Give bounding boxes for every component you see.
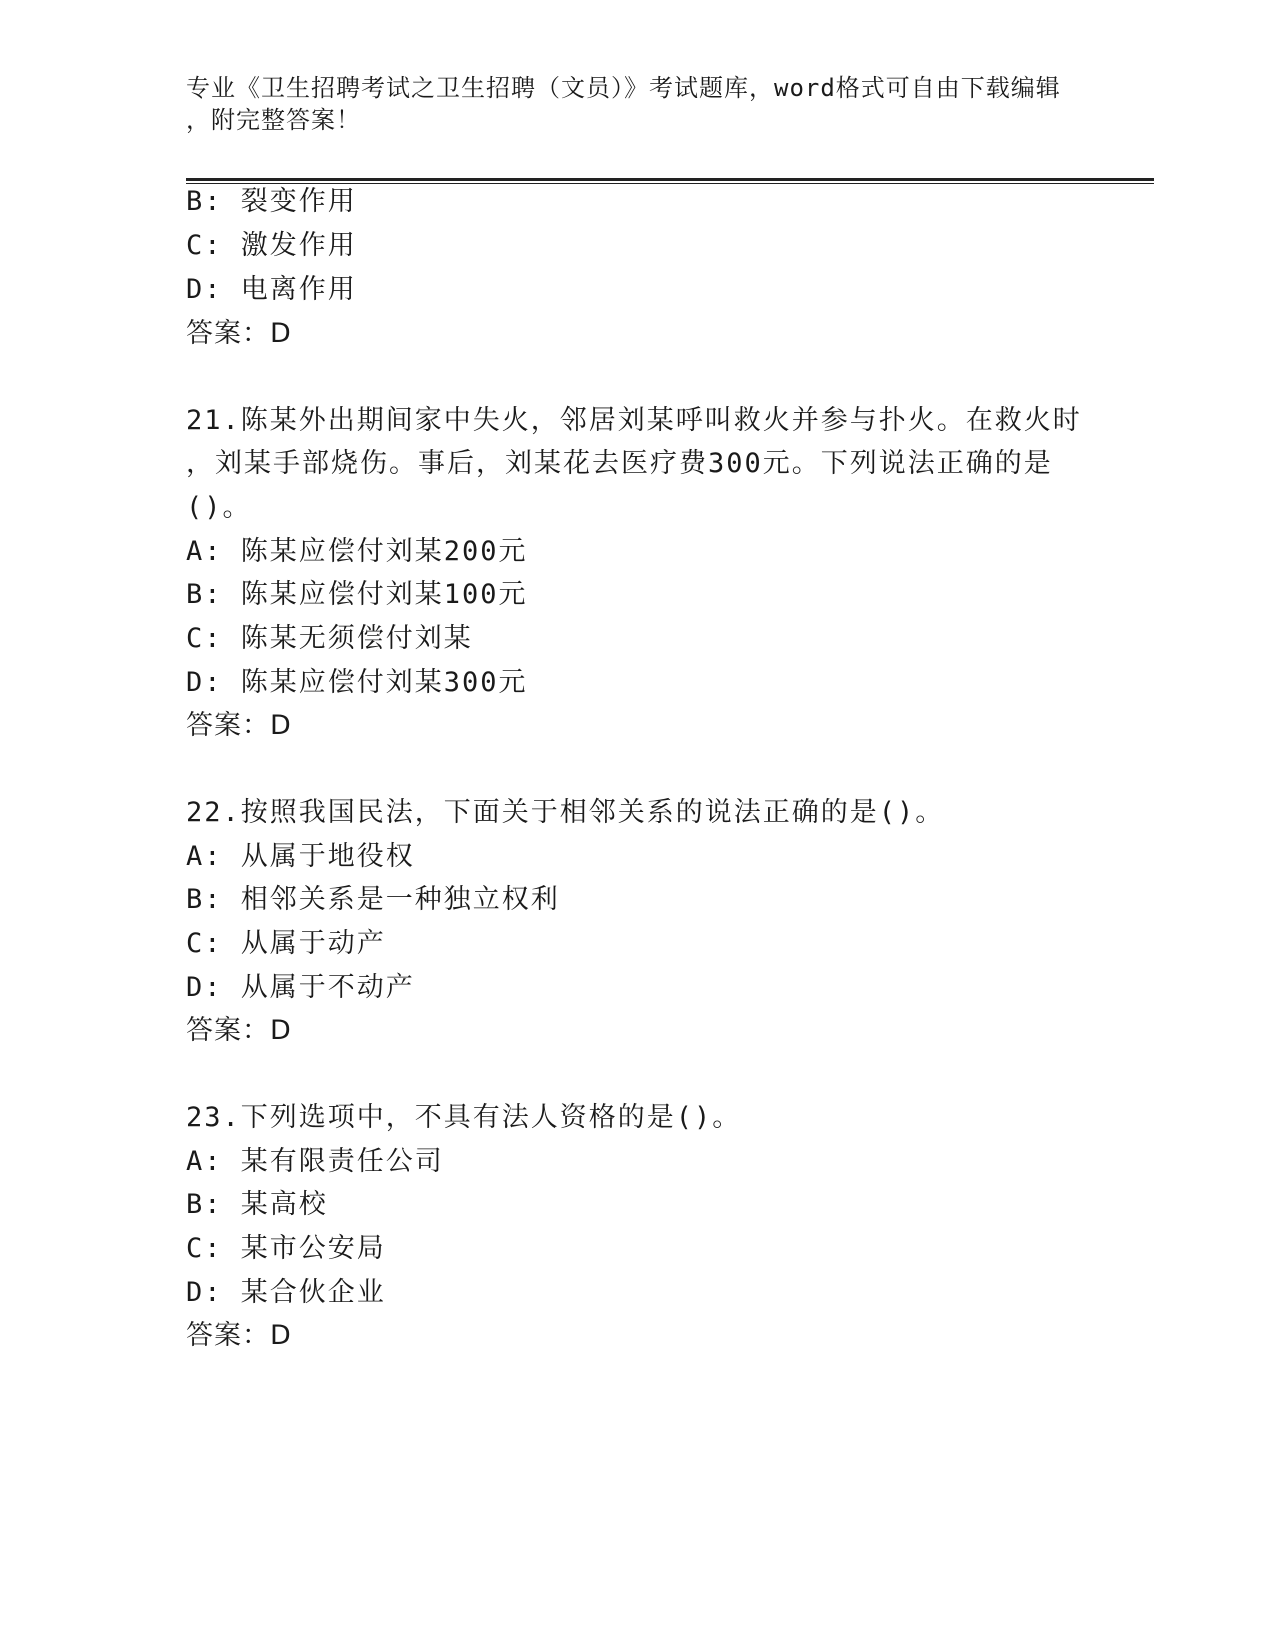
- question-21-stem-line-2: ，刘某手部烧伤。事后，刘某花去医疗费300元。下列说法正确的是: [186, 448, 1053, 479]
- option-b: B: 相邻关系是一种独立权利: [186, 884, 560, 915]
- answer-line: 答案：D: [186, 710, 292, 741]
- option-c: C: 激发作用: [186, 230, 357, 261]
- option-b: B: 裂变作用: [186, 186, 357, 217]
- option-a: A: 某有限责任公司: [186, 1146, 444, 1177]
- header-line-2: ，附完整答案！: [186, 106, 361, 134]
- header-divider-thick: [186, 178, 1154, 181]
- answer-line: 答案：D: [186, 1320, 292, 1351]
- option-c: C: 从属于动产: [186, 928, 386, 959]
- option-c: C: 陈某无须偿付刘某: [186, 623, 473, 654]
- question-22-stem: 22.按照我国民法，下面关于相邻关系的说法正确的是()。: [186, 797, 945, 828]
- question-21-stem-line-3: ()。: [186, 492, 252, 523]
- document-header: [186, 72, 1066, 136]
- option-c: C: 某市公安局: [186, 1233, 386, 1264]
- option-d: D: 电离作用: [186, 274, 357, 305]
- option-a: A: 从属于地役权: [186, 841, 415, 872]
- question-21-stem-line-1: 21.陈某外出期间家中失火，邻居刘某呼叫救火并参与扑火。在救火时: [186, 405, 1082, 436]
- option-b: B: 某高校: [186, 1189, 328, 1220]
- answer-line: 答案：D: [186, 318, 292, 349]
- option-b: B: 陈某应偿付刘某100元: [186, 579, 528, 610]
- option-d: D: 陈某应偿付刘某300元: [186, 667, 528, 698]
- answer-line: 答案：D: [186, 1015, 292, 1046]
- question-23-stem: 23.下列选项中，不具有法人资格的是()。: [186, 1102, 742, 1133]
- option-d: D: 某合伙企业: [186, 1277, 386, 1308]
- option-a: A: 陈某应偿付刘某200元: [186, 536, 528, 567]
- option-d: D: 从属于不动产: [186, 972, 415, 1003]
- header-line-1: 专业《卫生招聘考试之卫生招聘（文员）》考试题库，word格式可自由下载编辑: [186, 74, 1061, 102]
